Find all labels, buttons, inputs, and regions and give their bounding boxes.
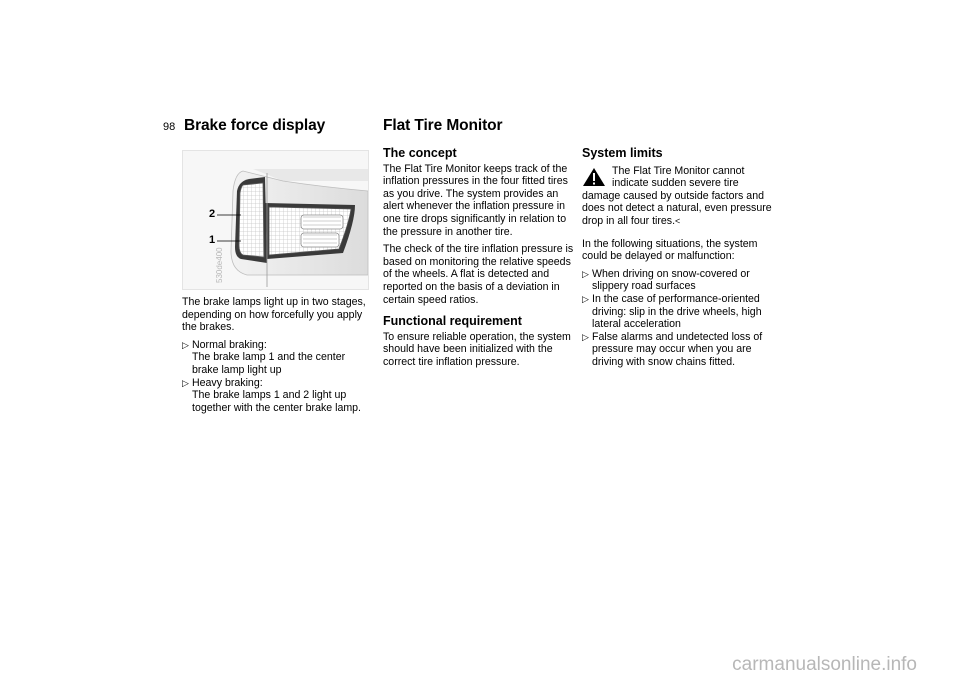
callout-1: 1 xyxy=(209,234,216,246)
functional-paragraph: To ensure reliable operation, the system should have been initialized with the correct tire inflation pressure. xyxy=(383,330,571,368)
system-limits-heading: System limits xyxy=(582,146,663,160)
limit-item-text: When driving on snow-covered or slippery road surfaces xyxy=(592,267,750,293)
concept-paragraph-1: The Flat Tire Monitor keeps track of the inflation pressures in the four fitted tires as you drive. The system provides an alert whenever the inflation pressure in one tire drops significantly in relation to the pressure in another tire. xyxy=(383,162,568,238)
bullet-icon: ▷ xyxy=(182,377,189,388)
list-item xyxy=(582,268,774,293)
brake-force-display-title: Brake force display xyxy=(184,117,326,134)
brake-force-text xyxy=(182,296,372,414)
bullet-icon: ▷ xyxy=(582,331,589,342)
figure-code: 530de400 xyxy=(215,247,224,283)
functional-requirement-heading: Functional requirement xyxy=(383,314,522,329)
limit-item-text: In the case of performance-oriented driving: slip in the drive wheels, high lateral acceleration xyxy=(592,292,762,331)
footer-text[interactable]: carmanualsonline.info xyxy=(732,654,917,675)
callout-2: 2 xyxy=(209,208,216,220)
list-item xyxy=(582,331,774,369)
brake-lamp-figure xyxy=(182,150,369,290)
page-number: 98 xyxy=(163,121,176,133)
bullet-icon: ▷ xyxy=(182,339,189,350)
flat-tire-concept-column xyxy=(383,147,575,374)
limits-intro: In the following situations, the system could be delayed or malfunction: xyxy=(582,237,758,263)
brake-lamp-illustration xyxy=(183,151,368,289)
footer-watermark xyxy=(0,654,960,678)
item-heading: Heavy braking: xyxy=(192,376,263,389)
bullet-icon: ▷ xyxy=(582,268,589,279)
list-item xyxy=(182,339,372,377)
brake-intro: The brake lamps light up in two stages, depending on how forcefully you apply the brakes. xyxy=(182,296,366,334)
warning-note xyxy=(582,165,774,228)
item-text: The brake lamps 1 and 2 light up together with the center brake lamp. xyxy=(192,389,362,414)
warning-text: The Flat Tire Monitor cannot indicate sudden severe tire damage caused by outside factors and does not detect a natural, even pressure drop in all four tires. xyxy=(582,164,772,227)
list-item xyxy=(182,377,372,415)
concept-heading: The concept xyxy=(383,146,457,160)
end-mark-icon: < xyxy=(675,215,681,226)
system-limits-column xyxy=(582,147,774,369)
bullet-icon: ▷ xyxy=(582,293,589,304)
concept-paragraph-2: The check of the tire inflation pressure is based on monitoring the relative speeds of the wheels. A flat is detected and reported on the basis of a deviation in certain speed ratios. xyxy=(383,243,574,306)
list-item xyxy=(582,293,774,331)
item-heading: Normal braking: xyxy=(192,338,267,351)
flat-tire-monitor-title: Flat Tire Monitor xyxy=(383,117,503,134)
warning-icon xyxy=(582,167,606,187)
limit-item-text: False alarms and undetected loss of pressure may occur when you are driving with snow chains fitted. xyxy=(592,330,763,368)
item-text: The brake lamp 1 and the center brake lamp light up xyxy=(192,351,346,376)
